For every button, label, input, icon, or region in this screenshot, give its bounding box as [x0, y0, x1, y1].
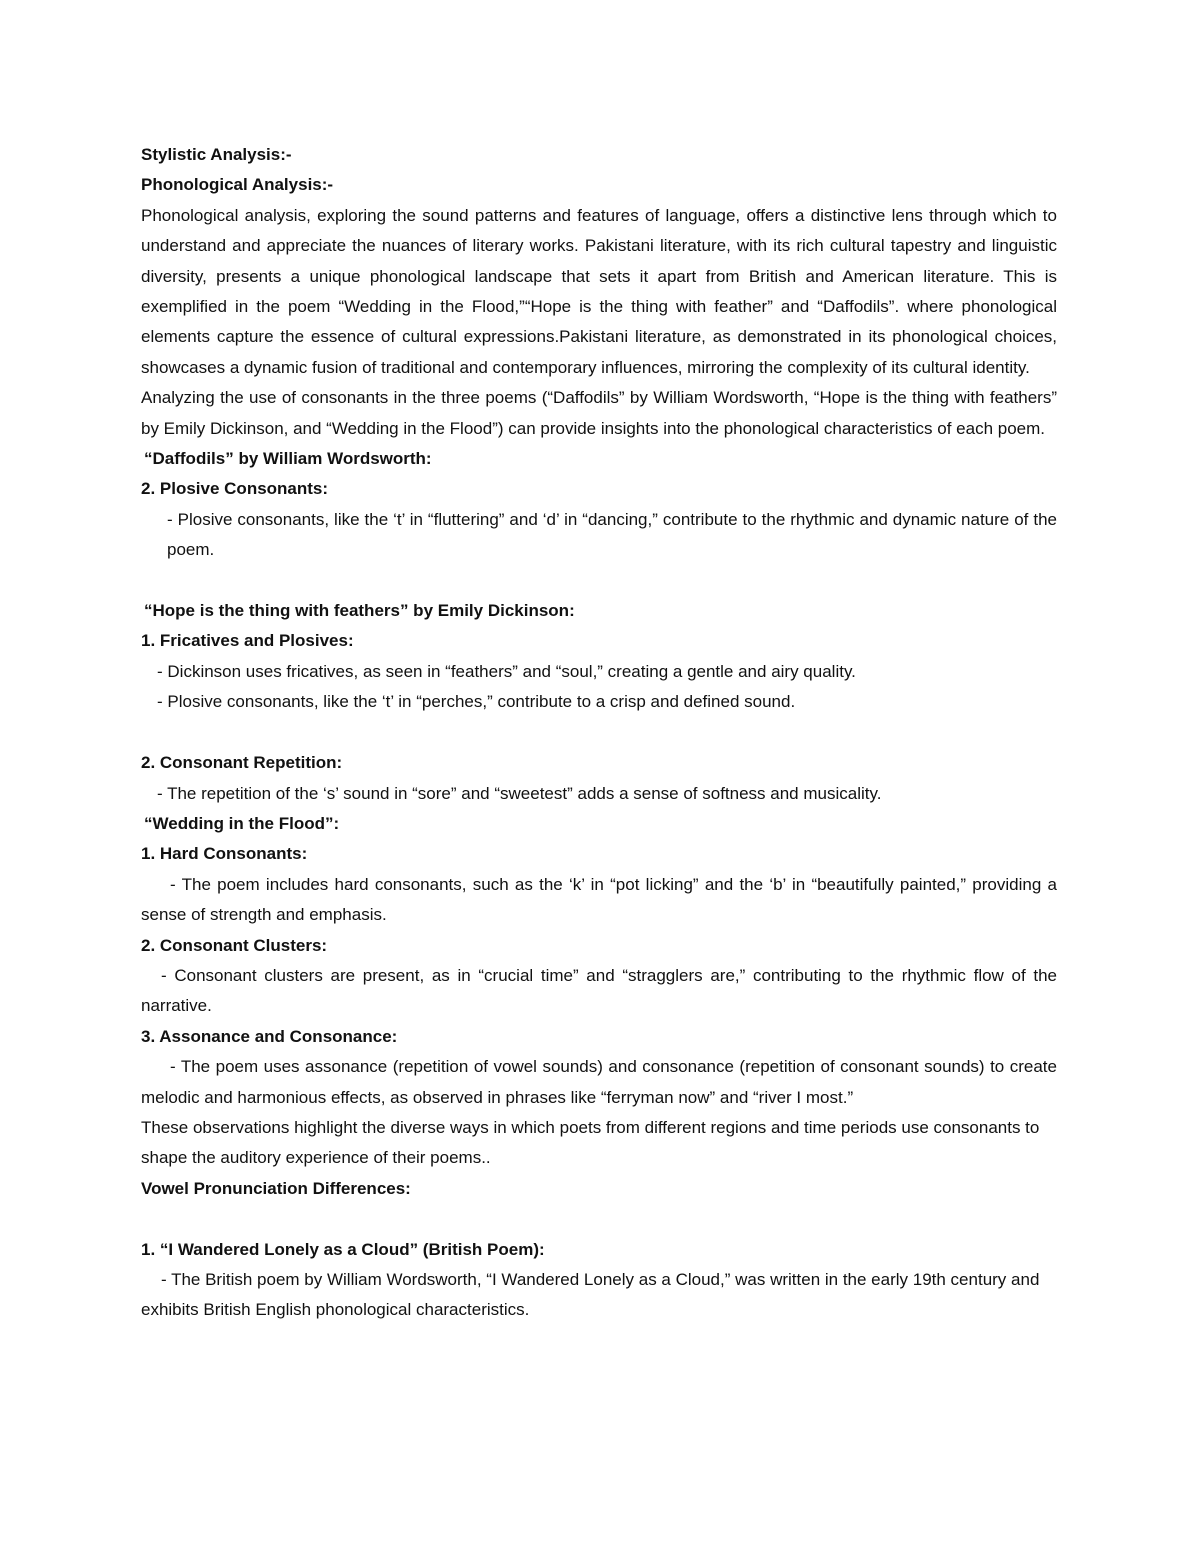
document-title: Stylistic Analysis:-: [141, 145, 292, 164]
phonological-heading: Phonological Analysis:-: [141, 175, 334, 195]
daffodils-heading: “Daffodils” by William Wordsworth:: [144, 449, 432, 469]
hope-heading: “Hope is the thing with feathers” by Emily Dickinson:: [144, 601, 575, 621]
wedding-assonance-heading: 3. Assonance and Consonance:: [141, 1026, 398, 1046]
conclusion-paragraph: These observations highlight the diverse ways in which poets from different regions and time periods use consonants to shape the auditory experience of their poems..: [141, 1117, 1040, 1168]
spacer: [141, 566, 1057, 596]
cloud-heading: 1. “I Wandered Lonely as a Cloud” (British Poem):: [141, 1239, 545, 1259]
intro-paragraph: Phonological analysis, exploring the sound patterns and features of language, offers a distinctive lens through which to understand and appreciate the nuances of literary works. Pakistani literature, with its rich cultural tapestry and linguistic diversity, presents a unique phonological landscape that sets it apart from British and American literature. This is exemplified in the poem “Wedding in the Flood,”“Hope is the thing with feather” and “Daffodils”. where phonological elements capture the essence of cultural expressions.Pakistani literature, as demonstrated in its phonological choices, showcases a dynamic fusion of traditional and contemporary influences, mirroring the complexity of its cultural identity.: [141, 205, 1057, 377]
spacer: [141, 1204, 1057, 1234]
hope-fricatives-text: - Dickinson uses fricatives, as seen in “feathers” and “soul,” creating a gentle and airy quality.: [157, 661, 856, 681]
cloud-text: - The British poem by William Wordsworth, “I Wandered Lonely as a Cloud,” was written in the early 19th century and exhibits British English phonological characteristics.: [141, 1269, 1040, 1320]
wedding-clusters-text: - Consonant clusters are present, as in “crucial time” and “stragglers are,” contributing to the rhythmic flow of the narrative.: [141, 965, 1057, 1016]
wedding-heading: “Wedding in the Flood”:: [144, 813, 340, 833]
consonant-intro-paragraph: Analyzing the use of consonants in the three poems (“Daffodils” by William Wordsworth, “Hope is the thing with feathers” by Emily Dickinson, and “Wedding in the Flood”) can provide insights into the phonological characteristics of each poem.: [141, 388, 1057, 438]
daffodils-plosive-heading: 2. Plosive Consonants:: [141, 479, 329, 499]
spacer: [141, 718, 1057, 748]
wedding-clusters-heading: 2. Consonant Clusters:: [141, 935, 328, 955]
document-page: [141, 140, 1057, 1326]
daffodils-plosive-text: - Plosive consonants, like the ‘t’ in “fluttering” and ‘d’ in “dancing,” contribute to the rhythmic and dynamic nature of the poem.: [167, 509, 1057, 560]
wedding-hard-heading: 1. Hard Consonants:: [141, 844, 308, 864]
hope-repetition-text: - The repetition of the ‘s’ sound in “sore” and “sweetest” adds a sense of softness and musicality.: [157, 783, 882, 803]
hope-repetition-heading: 2. Consonant Repetition:: [141, 753, 343, 773]
wedding-assonance-text: - The poem uses assonance (repetition of vowel sounds) and consonance (repetition of consonant sounds) to create melodic and harmonious effects, as observed in phrases like “ferryman now” and “river I most.”: [141, 1057, 1057, 1107]
wedding-hard-text: - The poem includes hard consonants, such as the ‘k’ in “pot licking” and the ‘b’ in “beautifully painted,” providing a sense of strength and emphasis.: [141, 874, 1057, 925]
vowel-heading: Vowel Pronunciation Differences:: [141, 1178, 411, 1198]
hope-fricatives-heading: 1. Fricatives and Plosives:: [141, 631, 354, 651]
hope-plosives-text: - Plosive consonants, like the ‘t’ in “perches,” contribute to a crisp and defined sound.: [157, 692, 796, 712]
